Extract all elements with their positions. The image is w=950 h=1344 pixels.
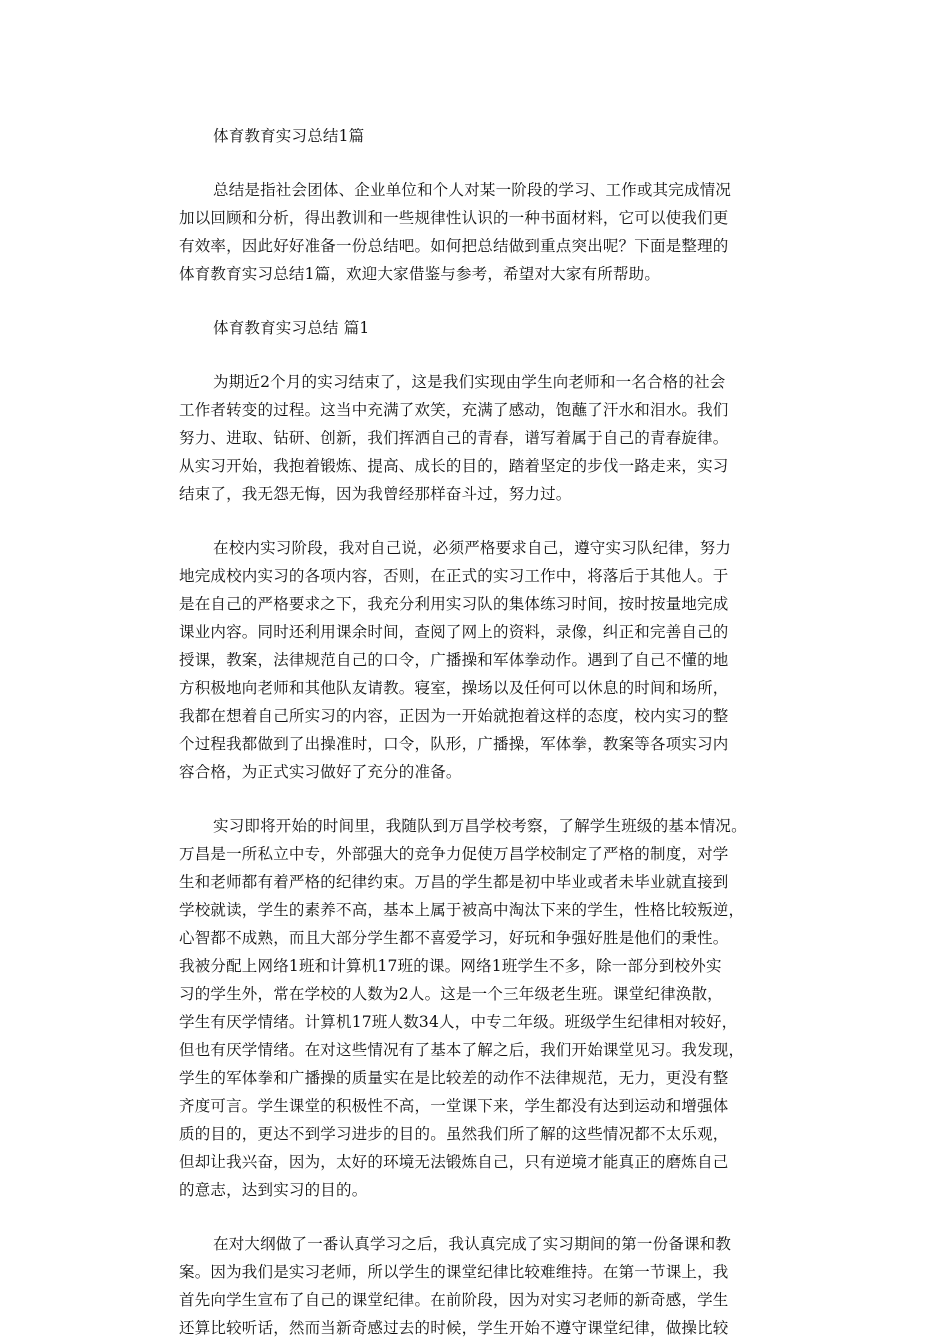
text-line: 学生的军体拳和广播操的质量实在是比较差的动作不法律规范，无力，更没有整 [179, 1069, 729, 1087]
text-line: 结束了，我无怨无悔，因为我曾经那样奋斗过，努力过。 [179, 485, 572, 503]
paragraph-1 [179, 368, 779, 508]
text-line: 在对大纲做了一番认真学习之后，我认真完成了实习期间的第一份备课和教 [213, 1235, 732, 1253]
text-line: 但也有厌学情绪。在对这些情况有了基本了解之后，我们开始课堂见习。我发现， [179, 1041, 745, 1059]
text-line: 有效率，因此好好准备一份总结吧。如何把总结做到重点突出呢？下面是整理的 [179, 237, 729, 255]
text-line: 是在自己的严格要求之下，我充分利用实习队的集体练习时间，按时按量地完成 [179, 595, 729, 613]
text-line: 但却让我兴奋，因为，太好的环境无法锻炼自己，只有逆境才能真正的磨炼自己 [179, 1153, 729, 1171]
text-line: 为期近2个月的实习结束了，这是我们实现由学生向老师和一名合格的社会 [213, 373, 726, 391]
text-line: 心智都不成熟，而且大部分学生都不喜爱学习，好玩和争强好胜是他们的秉性。 [179, 929, 729, 947]
text-line: 首先向学生宣布了自己的课堂纪律。在前阶段，因为对实习老师的新奇感，学生 [179, 1291, 729, 1309]
text-line: 授课，教案，法律规范自己的口令，广播操和军体拳动作。遇到了自己不懂的地 [179, 651, 729, 669]
document-title: 体育教育实习总结1篇 [213, 127, 365, 145]
paragraph-gap [179, 150, 779, 176]
text-line: 方积极地向老师和其他队友请教。寝室，操场以及任何可以休息的时间和场所， [179, 679, 729, 697]
paragraph-4 [179, 1230, 779, 1342]
text-line: 我被分配上网络1班和计算机17班的课。网络1班学生不多，除一部分到校外实 [179, 957, 722, 975]
paragraph-gap [179, 288, 779, 314]
text-line: 质的目的，更达不到学习进步的目的。虽然我们所了解的这些情况都不太乐观， [179, 1125, 729, 1143]
text-line: 的意志，达到实习的目的。 [179, 1181, 368, 1199]
paragraph-gap [179, 508, 779, 534]
document-body [179, 122, 779, 1342]
text-line: 地完成校内实习的各项内容，否则，在正式的实习工作中，将落后于其他人。于 [179, 567, 729, 585]
paragraph-3 [179, 812, 779, 1204]
section-subtitle: 体育教育实习总结 篇1 [213, 319, 370, 337]
text-line: 总结是指社会团体、企业单位和个人对某一阶段的学习、工作或其完成情况 [213, 181, 732, 199]
text-line: 还算比较听话，然而当新奇感过去的时候，学生开始不遵守课堂纪律，做操比较 [179, 1319, 729, 1337]
text-line: 齐度可言。学生课堂的积极性不高，一堂课下来，学生都没有达到运动和增强体 [179, 1097, 729, 1115]
text-line: 案。因为我们是实习老师，所以学生的课堂纪律比较难维持。在第一节课上，我 [179, 1263, 729, 1281]
text-line: 努力、进取、钻研、创新，我们挥洒自己的青春，谱写着属于自己的青春旋律。 [179, 429, 729, 447]
text-line: 课业内容。同时还利用课余时间，查阅了网上的资料，录像，纠正和完善自己的 [179, 623, 729, 641]
intro-paragraph [179, 176, 779, 288]
text-line: 学生有厌学情绪。计算机17班人数34人，中专二年级。班级学生纪律相对较好， [179, 1013, 738, 1031]
text-line: 从实习开始，我抱着锻炼、提高、成长的目的，踏着坚定的步伐一路走来，实习 [179, 457, 729, 475]
text-line: 工作者转变的过程。这当中充满了欢笑，充满了感动，饱蘸了汗水和泪水。我们 [179, 401, 729, 419]
paragraph-gap [179, 786, 779, 812]
text-line: 在校内实习阶段，我对自己说，必须严格要求自己，遵守实习队纪律，努力 [213, 539, 732, 557]
text-line: 我都在想着自己所实习的内容，正因为一开始就抱着这样的态度，校内实习的整 [179, 707, 729, 725]
paragraph-gap [179, 1204, 779, 1230]
text-line: 加以回顾和分析，得出教训和一些规律性认识的一种书面材料，它可以使我们更 [179, 209, 729, 227]
paragraph-gap [179, 342, 779, 368]
text-line: 实习即将开始的时间里，我随队到万昌学校考察，了解学生班级的基本情况。 [213, 817, 747, 835]
text-line: 习的学生外，常在学校的人数为2人。这是一个三年级老生班。课堂纪律涣散， [179, 985, 723, 1003]
text-line: 万昌是一所私立中专，外部强大的竞争力促使万昌学校制定了严格的制度，对学 [179, 845, 729, 863]
text-line: 学校就读，学生的素养不高，基本上属于被高中淘汰下来的学生，性格比较叛逆， [179, 901, 745, 919]
text-line: 体育教育实习总结1篇，欢迎大家借鉴与参考，希望对大家有所帮助。 [179, 265, 661, 283]
paragraph-2 [179, 534, 779, 786]
text-line: 个过程我都做到了出操准时，口令，队形，广播操，军体拳，教案等各项实习内 [179, 735, 729, 753]
text-line: 生和老师都有着严格的纪律约束。万昌的学生都是初中毕业或者未毕业就直接到 [179, 873, 729, 891]
text-line: 容合格，为正式实习做好了充分的准备。 [179, 763, 462, 781]
